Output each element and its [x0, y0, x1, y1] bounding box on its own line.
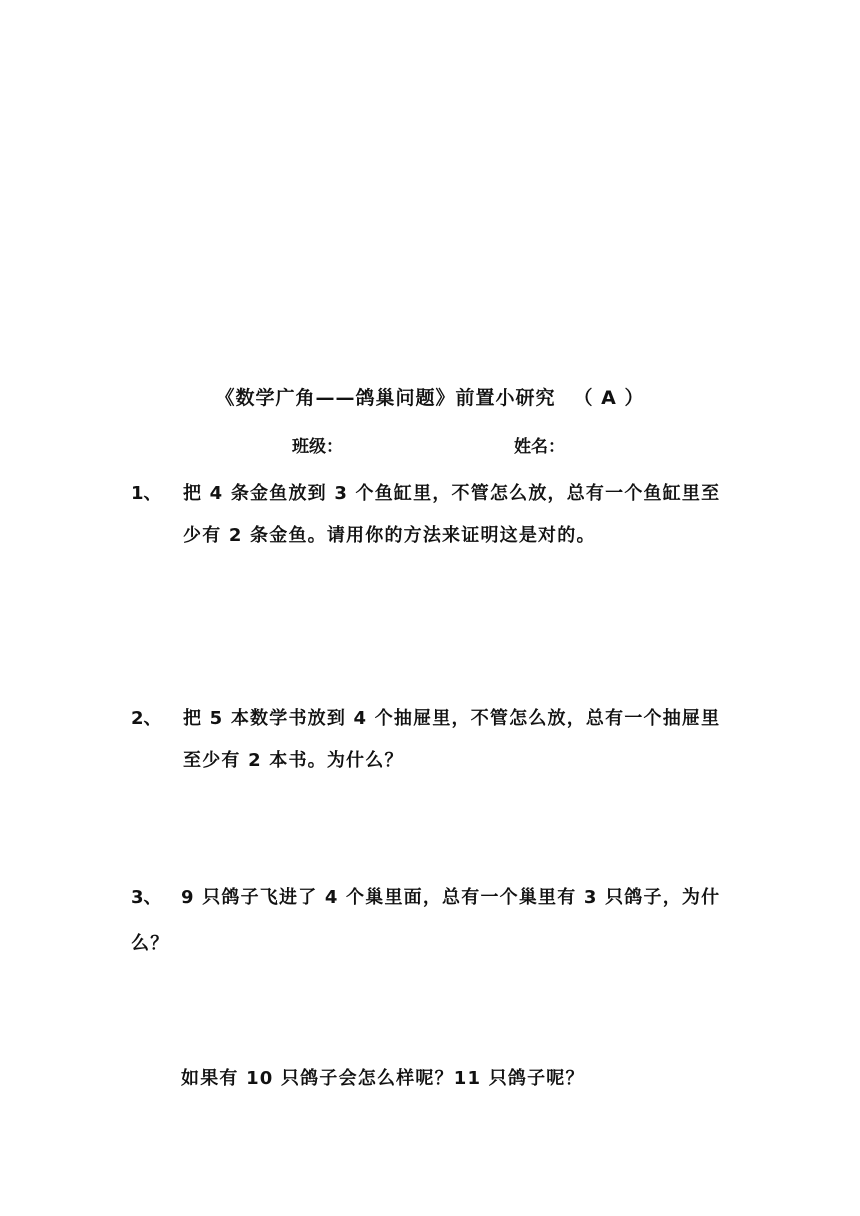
name-field-label: 姓名：	[514, 437, 565, 457]
question-1-line-2: 少有 2 条金鱼。请用你的方法来证明这是对的。	[183, 525, 596, 546]
question-3-line-1: 9 只鸽子飞进了 4 个巢里面，总有一个巢里有 3 只鸽子，为什	[181, 887, 721, 908]
title-tag: （ A ）	[573, 387, 645, 409]
question-2-line-1: 把 5 本数学书放到 4 个抽屉里，不管怎么放，总有一个抽屉里	[183, 708, 721, 729]
class-field-label: 班级：	[292, 437, 343, 457]
question-3-number: 3、	[131, 887, 162, 908]
worksheet-title	[0, 383, 860, 410]
question-1-line-1: 把 4 条金鱼放到 3 个鱼缸里，不管怎么放，总有一个鱼缸里至	[183, 483, 721, 504]
question-3-line-2: 么？	[131, 933, 170, 954]
question-3-followup: 如果有 10 只鸽子会怎么样呢？11 只鸽子呢？	[181, 1068, 585, 1089]
question-2-line-2: 至少有 2 本书。为什么？	[183, 750, 404, 771]
question-2-number: 2、	[131, 708, 162, 729]
question-1-number: 1、	[131, 483, 162, 504]
title-text: 《数学广角——鸽巢问题》前置小研究	[215, 387, 556, 409]
